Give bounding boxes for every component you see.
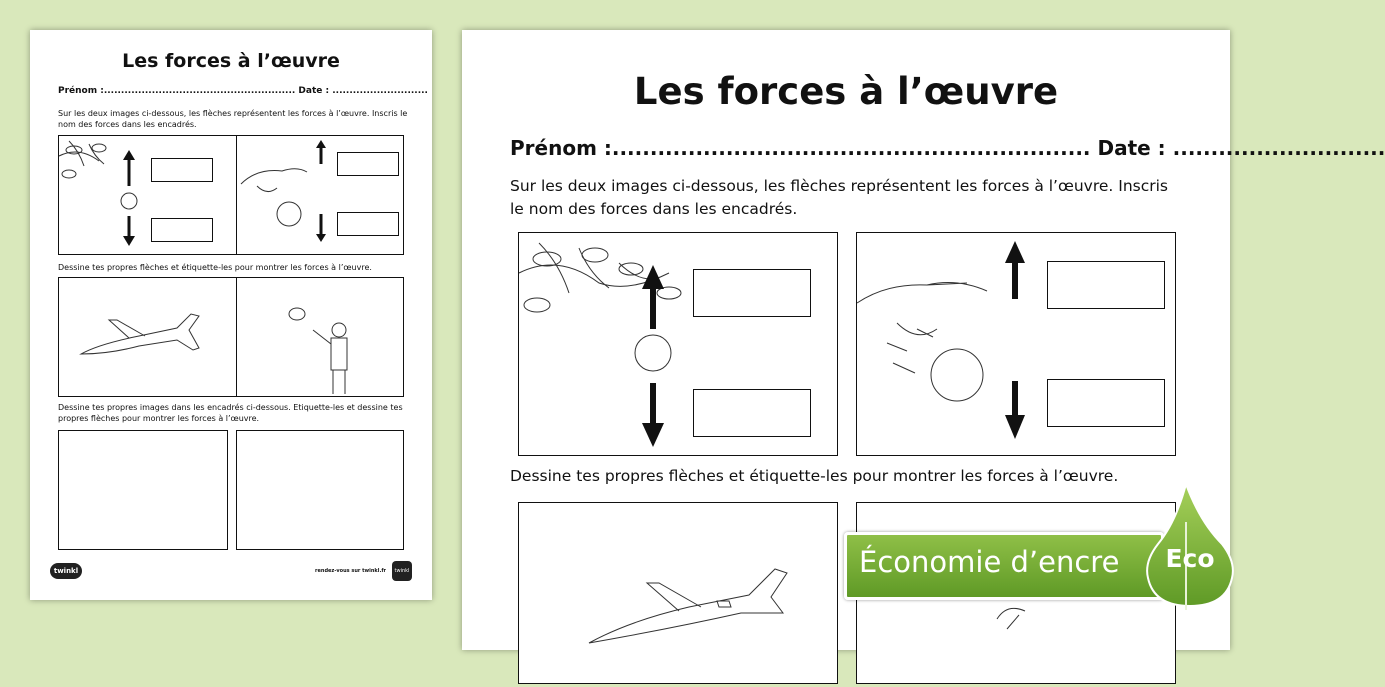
eco-badge-label: Eco	[1165, 544, 1215, 573]
image-box-boy-ball	[236, 277, 404, 397]
footer-url: rendez-vous sur twinkl.fr	[315, 568, 386, 574]
airplane-illustration	[519, 503, 837, 683]
instruction-1: Sur les deux images ci-dessous, les flèches représentent les forces à l’œuvre. Inscris le nom des forces dans les encadrés.	[58, 109, 408, 129]
label-box-down[interactable]	[337, 212, 399, 236]
label-box-up[interactable]	[151, 158, 213, 182]
boy-throwing-illustration	[237, 278, 403, 396]
eco-banner-text: Économie d’encre	[859, 545, 1120, 579]
label-box-down[interactable]	[1047, 379, 1165, 427]
image-box-falling-apple	[58, 135, 238, 255]
drawing-box-left[interactable]	[58, 430, 228, 550]
twinkl-logo: twinkl	[50, 563, 82, 579]
airplane-illustration	[59, 278, 237, 396]
label-box-down[interactable]	[693, 389, 811, 437]
instruction-2: Dessine tes propres flèches et étiquette-les pour montrer les forces à l’œuvre.	[58, 263, 372, 272]
page-title-large: Les forces à l’œuvre	[633, 70, 1059, 113]
label-box-up[interactable]	[337, 152, 399, 176]
name-date-line: Prénom :........................................................ Date : ............................	[58, 86, 428, 96]
image-box-falling-apple-large	[518, 232, 838, 456]
drawing-box-right[interactable]	[236, 430, 404, 550]
label-box-up[interactable]	[1047, 261, 1165, 309]
image-box-hand-ball-large	[856, 232, 1176, 456]
eco-banner	[844, 532, 1164, 600]
worksheet-thumbnail	[30, 30, 432, 600]
name-date-line-large: Prénom :............................................................... Date : ............................	[510, 136, 1385, 160]
twinkl-badge-logo: twinkl	[392, 561, 412, 581]
image-box-airplane-large	[518, 502, 838, 684]
page-title: Les forces à l’œuvre	[122, 50, 340, 72]
image-box-airplane	[58, 277, 238, 397]
instruction-1-large: Sur les deux images ci-dessous, les flèches représentent les forces à l’œuvre. Inscris le nom des forces dans les encadrés.	[510, 177, 1169, 218]
label-box-down[interactable]	[151, 218, 213, 242]
instruction-3: Dessine tes propres images dans les encadrés ci-dessous. Etiquette-les et dessine tes propres flèches pour montrer les forces à l’œuvre.	[58, 403, 403, 423]
footer-right	[315, 561, 412, 581]
image-box-hand-ball	[236, 135, 404, 255]
instruction-2-large: Dessine tes propres flèches et étiquette-les pour montrer les forces à l’œuvre.	[510, 467, 1119, 485]
label-box-up[interactable]	[693, 269, 811, 317]
